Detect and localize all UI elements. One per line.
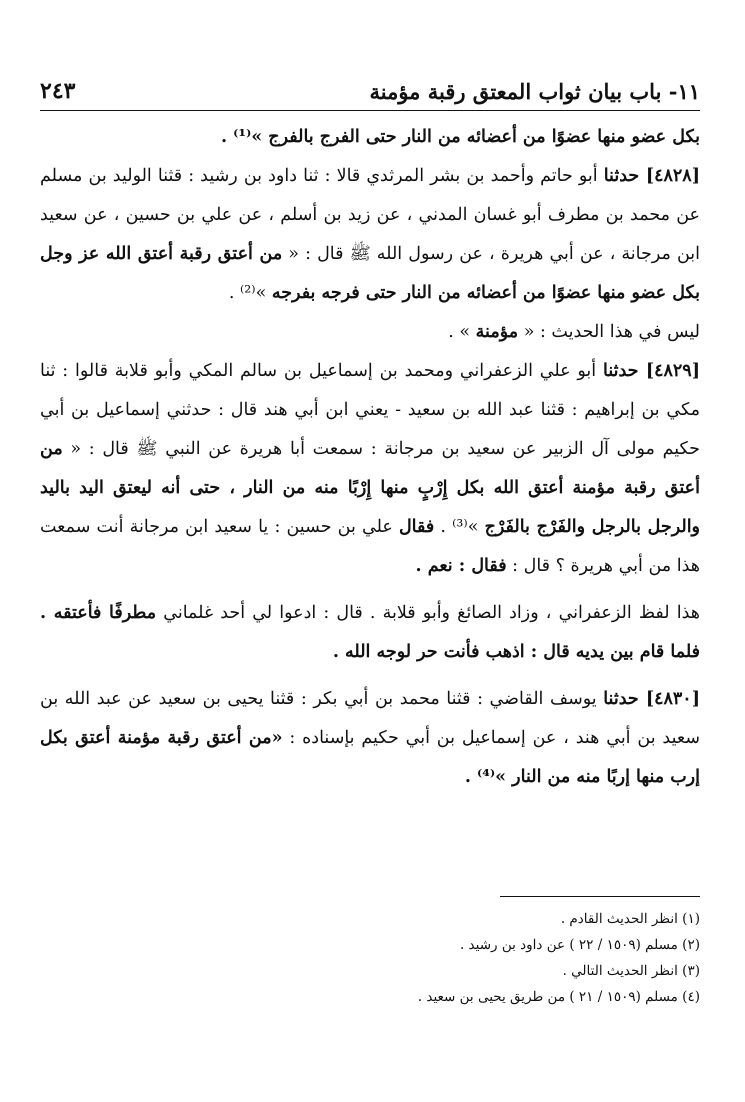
text-segment: يوسف القاضي : قثنا محمد بن أبي بكر : قثنا يحيى بن سعيد عن عبد الله بن سعيد بن أبي هند ، عن إسماعيل بن أبي حكيم بإسناده : (40, 689, 700, 748)
paragraph (40, 352, 700, 586)
bold-text-segment: حدثنا (602, 361, 639, 381)
text-segment: هذا لفظ الزعفراني ، وزاد الصائغ وأبو قلابة . قال : ادعوا لي أحد غلماني (156, 603, 701, 623)
text-segment: أبو علي الزعفراني ومحمد بن إسماعيل بن سالم المكي وأبو قلابة قالوا : ثنا مكي بن إبراهيم : قثنا عبد الله بن سعيد - يعني ابن أبي هند قال : حدثني إسماعيل بن أبي حكيم مولى آل الزبير عن سعيد بن مرجانة : سمعت أبا هريرة عن النبي ﷺ قال : « (40, 361, 700, 459)
footnote: (٢) مسلم (١٥٠٩ / ٢٢ ) عن داود بن رشيد . (459, 937, 700, 953)
text-segment: أبو حاتم وأحمد بن بشر المرثدي قالا : ثنا داود بن رشيد : قثنا الوليد بن مسلم عن محمد بن مطرف أبو غسان المدني ، عن زيد بن أسلم ، عن علي بن حسين ، عن سعيد ابن مرجانة ، عن أبي هريرة ، عن رسول الله ﷺ قال : « (40, 166, 700, 264)
text-segment: » . (448, 322, 476, 342)
header-rule (40, 110, 700, 111)
bold-text-segment: حدثنا (603, 689, 639, 709)
main-text (40, 118, 700, 797)
footnotes (40, 906, 700, 1010)
footnote: (١) انظر الحديث القادم . (560, 911, 700, 927)
chapter-title: ١١- باب بيان ثواب المعتق رقبة مؤمنة (369, 79, 700, 104)
bold-text-segment: حدثنا (603, 166, 640, 186)
paragraph (40, 157, 700, 313)
page-number: ٢٤٣ (40, 78, 76, 104)
text-segment: علي بن حسين : يا سعيد ابن مرجانة أنت سمعت هذا من أبي هريرة ؟ قال : (40, 517, 700, 576)
bold-text-segment: فقال : نعم . (415, 556, 507, 576)
bold-text-segment: مؤمنة (475, 322, 519, 342)
paragraph (40, 313, 700, 352)
paragraph (40, 118, 700, 157)
bold-text-segment: [٤٨٢٨] (639, 166, 700, 186)
text-segment: »⁽³⁾ . (434, 517, 485, 537)
text-segment: ليس في هذا الحديث : « (518, 322, 700, 342)
bold-text-segment: فقال (398, 517, 435, 537)
paragraph (40, 680, 700, 797)
footnote: (٤) مسلم (١٥٠٩ / ٢١ ) من طريق يحيى بن سعيد . (417, 989, 700, 1005)
text-segment: »⁽²⁾ . (228, 283, 272, 303)
footnote: (٣) انظر الحديث التالي . (562, 963, 700, 979)
bold-text-segment: [٤٨٣٠] (638, 689, 700, 709)
bold-text-segment: من أعتق رقبة أعتق الله عز وجل بكل عضو منها عضوًا من أعضائه من النار حتى فرجه بفرجه (40, 244, 700, 303)
bold-text-segment: من أعتق رقبة مؤمنة أعتق الله بكل إِرْبٍ منها إِرْبًا منه من النار ، حتى أنه ليعتق اليد باليد والرجل بالرجل والفَرْج بالفَرْج (40, 439, 701, 537)
bold-text-segment: بكل عضو منها عضوًا من أعضائه من النار حتى الفرج بالفرج »⁽¹⁾ . (220, 127, 700, 147)
bold-text-segment: [٤٨٢٩] (638, 361, 700, 381)
footnote-rule (500, 896, 700, 897)
running-header (40, 64, 700, 104)
paragraph (40, 594, 700, 672)
bold-text-segment: مطرفًا فأعتقه . فلما قام بين يديه قال : اذهب فأنت حر لوجه الله . (40, 603, 700, 662)
bold-text-segment: «من أعتق رقبة مؤمنة أعتق بكل إرب منها إربًا منه من النار »⁽⁴⁾ . (40, 728, 700, 787)
